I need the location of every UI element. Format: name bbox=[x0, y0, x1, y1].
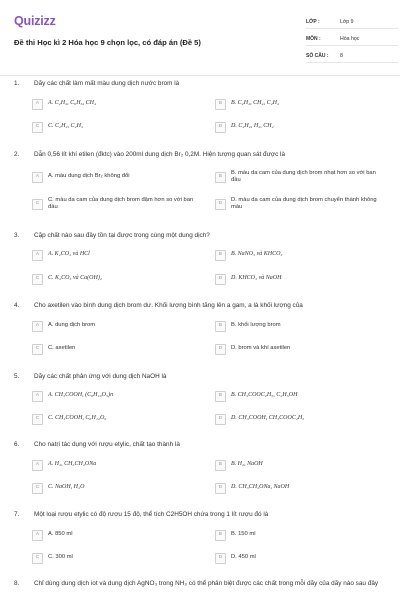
option-text: C. màu da cam của dung dịch brom đậm hơn so với ban đầu bbox=[48, 196, 194, 210]
option-d[interactable] bbox=[215, 342, 387, 356]
option-letter: C bbox=[32, 199, 43, 210]
option-d[interactable] bbox=[215, 412, 387, 426]
option-text: B. C₂H₂, CH₄, C₂H₄ bbox=[231, 100, 280, 107]
question-number: 2. bbox=[14, 151, 20, 158]
option-letter: D bbox=[215, 553, 226, 564]
option-text: D. CH₃CH₂ONa, NaOH bbox=[231, 484, 290, 491]
option-text: C. axetilen bbox=[48, 345, 76, 352]
option-letter: A bbox=[32, 321, 43, 332]
question-number: 3. bbox=[14, 232, 20, 239]
option-b[interactable] bbox=[215, 389, 387, 403]
option-c[interactable] bbox=[32, 342, 204, 356]
question-text: Cho natri tác dụng với rượu etylic, chất tạo thành là bbox=[34, 441, 180, 448]
option-c[interactable] bbox=[32, 120, 204, 134]
option-letter: B bbox=[215, 530, 226, 541]
question-text: Cho axetilen vào bình dung dịch brom dư. Khối lượng bình tăng lên a gam, a là khối lượng của bbox=[34, 302, 303, 309]
worksheet-header bbox=[12, 6, 388, 68]
option-letter: C bbox=[32, 553, 43, 564]
question-number: 8. bbox=[14, 580, 20, 587]
option-text: A. CH₃COOH, (C₆H₁₀O₅)n bbox=[48, 392, 114, 399]
option-text: D. KHCO₃ và NaOH bbox=[231, 275, 282, 282]
option-text: A. K₂CO₃ và HCl bbox=[48, 251, 90, 258]
option-text: A. màu dung dịch Br₂ không đổi bbox=[48, 173, 130, 180]
option-text: C. C₂H₂, C₂H₄ bbox=[48, 123, 84, 130]
option-letter: D bbox=[215, 414, 226, 425]
meta-row-count bbox=[306, 46, 398, 63]
option-letter: C bbox=[32, 414, 43, 425]
meta-row-class bbox=[306, 12, 398, 29]
option-letter: B bbox=[215, 250, 226, 261]
meta-label: LỚP : bbox=[306, 18, 320, 25]
option-d[interactable] bbox=[215, 120, 387, 134]
option-letter: D bbox=[215, 122, 226, 133]
option-letter: A bbox=[32, 530, 43, 541]
option-text: D. C₂H₂, H₂, CH₄ bbox=[231, 123, 274, 130]
question-text: Một loại rượu etylic có độ rượu 15 độ, thể tích C2H5OH chứa trong 1 lít rượu đó là bbox=[34, 511, 269, 518]
option-a[interactable] bbox=[32, 319, 204, 333]
option-letter: B bbox=[215, 99, 226, 110]
option-b[interactable] bbox=[215, 97, 387, 111]
option-text: B. H₂, NaOH bbox=[231, 461, 263, 468]
question-text: Cặp chất nào sau đây tồn tại được trong cùng một dung dịch? bbox=[34, 232, 210, 239]
option-letter: A bbox=[32, 391, 43, 402]
option-letter: B bbox=[215, 391, 226, 402]
option-text: D. CH₃COOH, CH₃COOC₂H₅ bbox=[231, 415, 305, 422]
option-letter: D bbox=[215, 274, 226, 285]
question-text: Dãy các chất phản ứng với dung dịch NaOH là bbox=[34, 373, 167, 380]
option-letter: A bbox=[32, 172, 43, 183]
option-text: C. 300 ml bbox=[48, 554, 73, 561]
option-letter: D bbox=[215, 483, 226, 494]
option-letter: A bbox=[32, 99, 43, 110]
meta-value: Hóa học bbox=[340, 35, 360, 42]
option-text: B. 150 ml bbox=[231, 531, 256, 538]
option-text: A. H₂, CH₃CH₂ONa bbox=[48, 461, 97, 468]
option-letter: D bbox=[215, 199, 226, 210]
option-d[interactable] bbox=[215, 272, 387, 286]
meta-label: SỐ CÂU : bbox=[306, 52, 329, 59]
question-number: 4. bbox=[14, 302, 20, 309]
option-d[interactable] bbox=[215, 481, 387, 495]
question-number: 5. bbox=[14, 373, 20, 380]
option-text: B. NaNO₃ và KHCO₃ bbox=[231, 251, 283, 258]
option-b[interactable] bbox=[215, 248, 387, 262]
option-text: A. C₂H₂, C₆H₆, CH₄ bbox=[48, 100, 97, 107]
option-letter: C bbox=[32, 274, 43, 285]
option-letter: B bbox=[215, 460, 226, 471]
option-a[interactable] bbox=[32, 458, 204, 472]
option-a[interactable] bbox=[32, 248, 204, 262]
question-number: 6. bbox=[14, 441, 20, 448]
header-divider bbox=[0, 75, 400, 76]
option-text: B. CH₃COOC₂H₅, C₂H₅OH bbox=[231, 392, 298, 399]
option-letter: C bbox=[32, 122, 43, 133]
option-a[interactable] bbox=[32, 167, 204, 187]
option-c[interactable] bbox=[32, 551, 204, 565]
question-text: Dãy các chất làm mất màu dung dịch nước brom là bbox=[34, 80, 180, 87]
option-c[interactable] bbox=[32, 481, 204, 495]
option-d[interactable] bbox=[215, 194, 387, 214]
page-title: Đề thi Học kì 2 Hóa học 9 chọn lọc, có đáp án (Đề 5) bbox=[14, 38, 201, 47]
question-number: 7. bbox=[14, 511, 20, 518]
option-letter: A bbox=[32, 460, 43, 471]
option-text: C. K₂CO₃ và Ca(OH)₂ bbox=[48, 275, 102, 282]
question-text: Dẫn 0,56 lít khí etilen (đktc) vào 200ml dung dịch Br₂ 0,2M. Hiện tượng quan sát được là bbox=[34, 151, 286, 158]
option-letter: D bbox=[215, 344, 226, 355]
option-text: B. khối lượng brom bbox=[231, 322, 281, 329]
meta-row-subject bbox=[306, 29, 398, 46]
option-a[interactable] bbox=[32, 97, 204, 111]
option-c[interactable] bbox=[32, 194, 204, 214]
option-letter: C bbox=[32, 483, 43, 494]
option-d[interactable] bbox=[215, 551, 387, 565]
option-letter: C bbox=[32, 344, 43, 355]
option-b[interactable] bbox=[215, 167, 387, 187]
option-b[interactable] bbox=[215, 319, 387, 333]
meta-value: 8 bbox=[340, 52, 343, 59]
meta-label: MÔN : bbox=[306, 35, 321, 42]
option-c[interactable] bbox=[32, 412, 204, 426]
option-b[interactable] bbox=[215, 528, 387, 542]
option-text: D. 450 ml bbox=[231, 554, 256, 561]
quizizz-logo: Quizizz bbox=[14, 14, 56, 28]
option-text: A. dung dịch brom bbox=[48, 322, 96, 329]
option-a[interactable] bbox=[32, 389, 204, 403]
option-text: C. CH₃COOH, C₆H₁₂O₆ bbox=[48, 415, 107, 422]
option-text: D. màu da cam của dung dịch brom chuyển thành không màu bbox=[231, 196, 377, 210]
option-letter: B bbox=[215, 321, 226, 332]
question-number: 1. bbox=[14, 80, 20, 87]
option-text: B. màu da cam của dung dịch brom nhạt hơn so với ban đầu bbox=[231, 169, 376, 183]
option-text: D. brom và khí axetilen bbox=[231, 345, 291, 352]
option-b[interactable] bbox=[215, 458, 387, 472]
option-letter: B bbox=[215, 172, 226, 183]
meta-info bbox=[306, 12, 398, 63]
option-c[interactable] bbox=[32, 272, 204, 286]
option-text: C. NaOH, H₂O bbox=[48, 484, 85, 491]
option-text: A. 850 ml bbox=[48, 531, 73, 538]
question-text: Chỉ dùng dung dịch iot và dung dịch AgNO₃ trong NH₃ có thể phân biệt được các chất trong mỗi dãy của dãy nào sau đây bbox=[34, 580, 379, 587]
option-a[interactable] bbox=[32, 528, 204, 542]
meta-value: Lớp 9 bbox=[340, 18, 354, 25]
option-letter: A bbox=[32, 250, 43, 261]
